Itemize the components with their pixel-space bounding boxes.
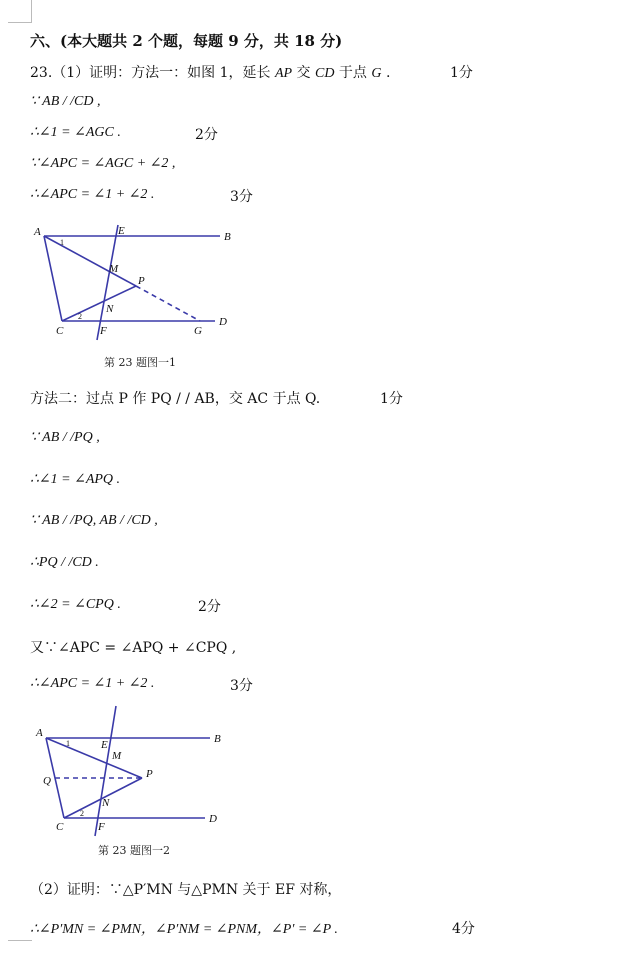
label-angle-1: 1 (66, 739, 70, 748)
crop-mark-vertical (31, 0, 32, 22)
label-g: G (194, 325, 202, 337)
line-ef (97, 225, 118, 340)
label-e: E (101, 739, 108, 751)
part2-line-1: （2）证明：∵△P′MN 与△PMN 关于 EF 对称， (30, 882, 342, 898)
method2-line-6: 又∵∠APC = ∠APQ + ∠CPQ , (30, 640, 237, 656)
method2-score-2: 2分 (198, 599, 221, 615)
label-a: A (36, 727, 43, 739)
line-ap (44, 236, 136, 286)
line-cp (62, 286, 136, 321)
label-c: C (56, 325, 64, 337)
method2-line-7: ∴∠APC = ∠1 + ∠2 . (30, 676, 155, 691)
part1-heading: 23.（1）证明：方法一：如图 1，延长 AP 交 CD 于点 G . (30, 65, 391, 81)
label-d: D (209, 813, 217, 825)
label-n: N (102, 797, 110, 809)
figure-23-2 (30, 704, 230, 844)
label-b: B (214, 733, 221, 745)
label-e: E (118, 225, 125, 237)
label-c: C (56, 821, 64, 833)
figure-2-caption: 第 23 题图一2 (98, 844, 170, 857)
method2-line-5: ∴∠2 = ∠CPQ . (30, 597, 121, 612)
method1-line-1: ∵ AB / /CD , (30, 94, 101, 109)
label-a: A (34, 226, 41, 238)
score-2: 2分 (195, 127, 218, 143)
part2-score: 4分 (452, 921, 475, 937)
label-f: F (100, 325, 107, 337)
label-m: M (109, 263, 119, 275)
label-p: P (146, 768, 153, 780)
label-b: B (224, 231, 231, 243)
figure-23-1 (30, 220, 250, 345)
method2-line-4: ∴PQ / /CD . (30, 555, 99, 570)
line-ac (44, 236, 62, 321)
method2-score-3: 3分 (230, 678, 253, 694)
line-ap (46, 738, 142, 778)
label-f: F (98, 821, 105, 833)
label-q: Q (43, 775, 51, 787)
line-pg-dashed (136, 286, 200, 321)
figure-1-caption: 第 23 题图一1 (104, 356, 176, 369)
method1-line-3: ∵∠APC = ∠AGC + ∠2 , (30, 156, 176, 171)
label-d: D (219, 316, 227, 328)
label-angle-2: 2 (80, 809, 84, 818)
method1-line-4: ∴∠APC = ∠1 + ∠2 . (30, 187, 155, 202)
method2-line-3: ∵ AB / /PQ, AB / /CD , (30, 513, 158, 528)
label-angle-1: 1 (60, 238, 64, 247)
method2-line-1: ∵ AB / /PQ , (30, 430, 100, 445)
label-angle-2: 2 (78, 312, 82, 321)
method2-heading: 方法二：过点 P 作 PQ / / AB，交 AC 于点 Q. (30, 391, 321, 407)
label-p: P (138, 275, 145, 287)
crop-mark-bottom (8, 940, 32, 941)
score-1: 1分 (450, 65, 473, 81)
line-ef (95, 706, 116, 836)
crop-mark-horizontal (8, 22, 32, 23)
section-title: 六、(本大题共 2 个题，每题 9 分，共 18 分) (30, 32, 343, 50)
label-n: N (106, 303, 114, 315)
method1-line-2: ∴∠1 = ∠AGC . (30, 125, 121, 140)
label-m: M (112, 750, 122, 762)
part2-line-2: ∴∠P′MN = ∠PMN，∠P′NM = ∠PNM，∠P′ = ∠P . (30, 922, 338, 937)
method2-score-1: 1分 (380, 391, 403, 407)
method2-line-2: ∴∠1 = ∠APQ . (30, 472, 121, 487)
score-3: 3分 (230, 189, 253, 205)
